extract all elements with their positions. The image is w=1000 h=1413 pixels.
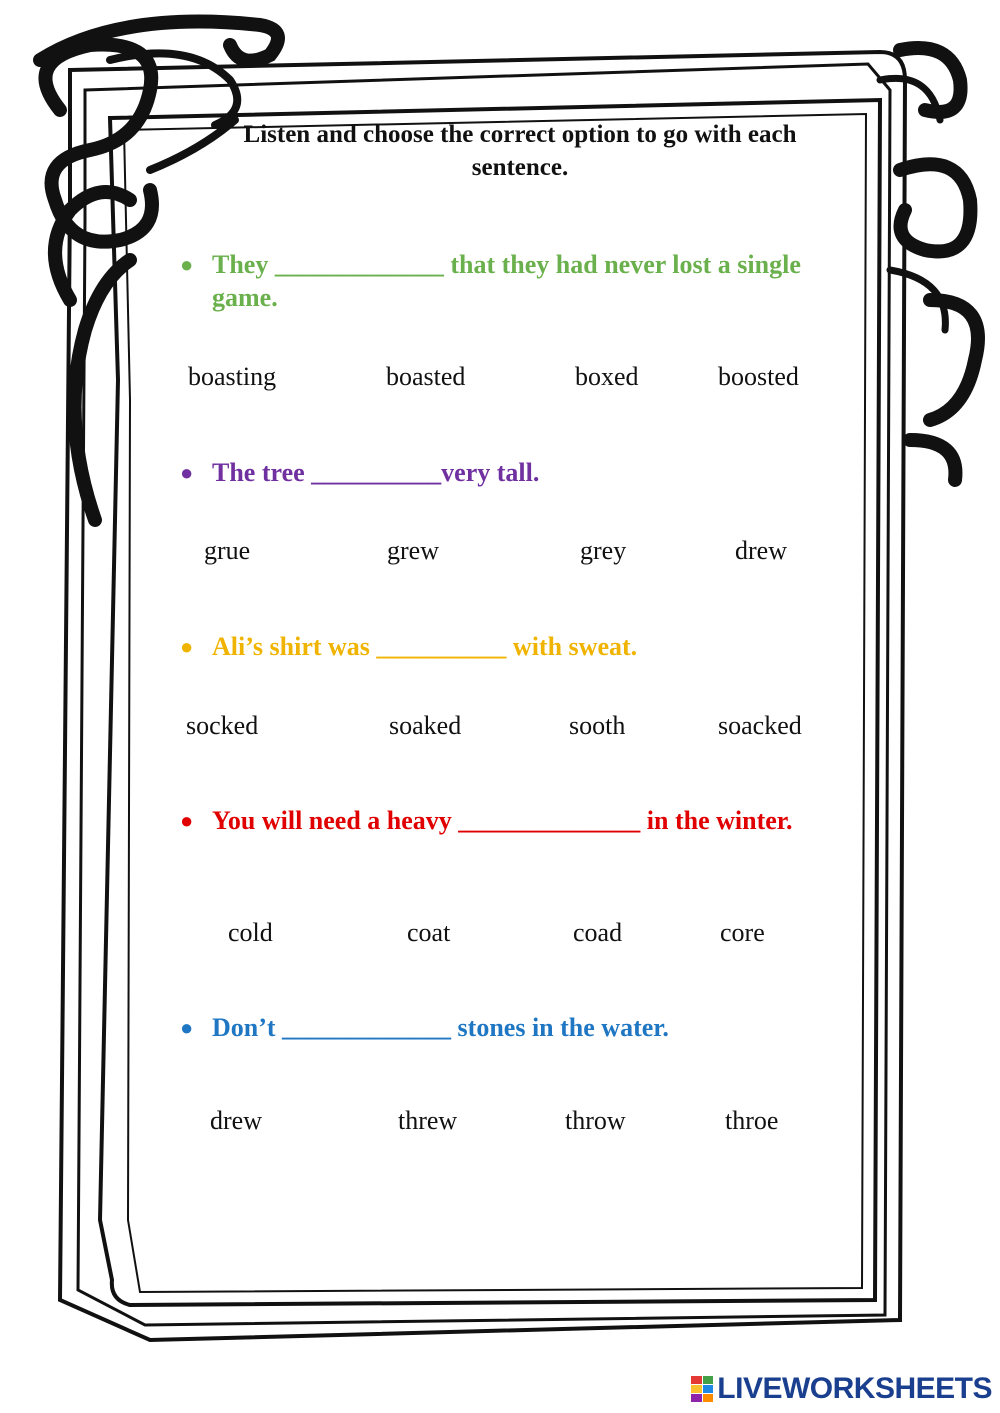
- option-button[interactable]: sooth: [569, 711, 626, 740]
- option-button[interactable]: throw: [565, 1106, 626, 1135]
- question-1: [180, 248, 850, 314]
- option-button[interactable]: drew: [210, 1106, 262, 1135]
- instructions-title: Listen and choose the correct option to go with each sentence.: [243, 121, 797, 181]
- options-row-3: [0, 709, 1000, 743]
- option-button[interactable]: core: [720, 918, 765, 947]
- question-3: [180, 630, 850, 663]
- bullet-icon: ●: [180, 252, 194, 277]
- bullet-icon: ●: [180, 460, 194, 485]
- question-text: The tree __________very tall.: [212, 458, 540, 487]
- option-button[interactable]: socked: [186, 711, 259, 740]
- option-button[interactable]: soaked: [389, 711, 462, 740]
- option-button[interactable]: boasted: [386, 362, 466, 391]
- question-text: They _____________ that they had never lost a single game.: [212, 250, 801, 312]
- question-4: [180, 804, 850, 837]
- option-button[interactable]: grue: [204, 536, 251, 565]
- bullet-icon: ●: [180, 808, 194, 833]
- footer-brand: [691, 1371, 992, 1407]
- option-button[interactable]: drew: [735, 536, 787, 565]
- option-button[interactable]: soacked: [718, 711, 802, 740]
- option-button[interactable]: boasting: [188, 362, 277, 391]
- option-button[interactable]: boosted: [718, 362, 799, 391]
- bullet-icon: ●: [180, 634, 194, 659]
- question-text: Don’t _____________ stones in the water.: [212, 1013, 669, 1042]
- option-button[interactable]: throe: [725, 1106, 779, 1135]
- options-row-2: [0, 534, 1000, 568]
- liveworksheets-logo-icon: [691, 1376, 713, 1402]
- option-button[interactable]: grew: [387, 536, 439, 565]
- option-button[interactable]: coad: [573, 918, 623, 947]
- question-text: You will need a heavy ______________ in the winter.: [212, 806, 793, 835]
- options-row-4: [0, 916, 1000, 950]
- options-row-1: [0, 360, 1000, 394]
- option-button[interactable]: threw: [398, 1106, 458, 1135]
- option-button[interactable]: coat: [407, 918, 451, 947]
- bullet-icon: ●: [180, 1015, 194, 1040]
- question-text: Ali’s shirt was __________ with sweat.: [212, 632, 638, 661]
- brand-name: LIVEWORKSHEETS: [717, 1372, 992, 1405]
- option-button[interactable]: cold: [228, 918, 273, 947]
- option-button[interactable]: grey: [580, 536, 627, 565]
- options-row-5: [0, 1104, 1000, 1138]
- question-2: [180, 456, 850, 489]
- option-button[interactable]: boxed: [575, 362, 639, 391]
- question-5: [180, 1011, 850, 1044]
